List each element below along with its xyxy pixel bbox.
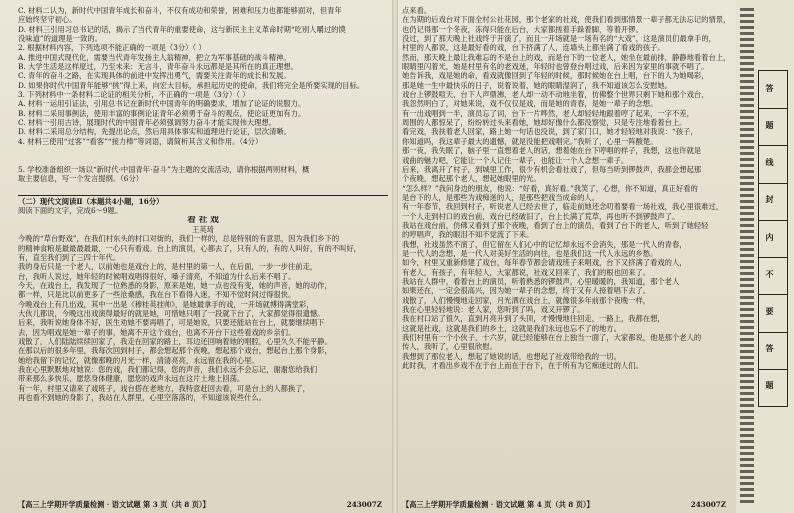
text-line: 台，我听人说过，她年轻的时候唱戏唱得很好，嗓子清亮，不知道为什么后来不唱了。 xyxy=(18,271,296,281)
text-line: 戏散了，人们慢慢地走回家，月光洒在戏台上，就像很多年前那个夜晚一样， xyxy=(402,295,651,305)
text-line: 如今，村里又重新修建了戏台，每年春节都会请戏班子来唱戏，台下又挤满了看戏的人， xyxy=(402,258,687,268)
story-title: 看 社 戏 xyxy=(187,215,219,225)
strip-label: 内 xyxy=(765,232,775,243)
right-page-footer xyxy=(402,500,732,510)
text-line: 大伙儿都说，今晚这出戏演得最好的就是她，可惜她只唱了一段就下台了，大家都觉得很遗憾。 xyxy=(18,309,325,318)
text-line: 有一出戏唱到一半，演员忘了词，台下一片哗然，老人却轻轻地跟着哼了起来，一字不差， xyxy=(402,108,694,118)
strip-label: 封 xyxy=(765,195,775,206)
no-answer-zone xyxy=(758,70,788,407)
text-line: 今天，在戏台上，我发现了一位熟悉的身影，原来是她，她一点也没有变，她的声音，她的动作， xyxy=(18,280,332,290)
strip-cell-divider xyxy=(759,183,787,184)
section-divider xyxy=(18,195,388,196)
strip-cell-divider xyxy=(759,332,787,333)
binding-strip xyxy=(736,0,794,513)
story-author: 王英琦 xyxy=(192,224,214,234)
strip-cell-divider xyxy=(759,220,787,221)
text-line: 5. 学校准备组织一场以“新时代·中国青年·奋斗”为主题的交流活动，请你根据两则材料，概 xyxy=(18,164,310,174)
text-line: 你知道吗，我这辈子最大的遗憾，就是没能把戏唱完。”我听了，心里一阵酸楚。 xyxy=(402,136,658,146)
text-line: D. 材料三引用习总书记的话，揭示了当代青年的重要使命，这与新民主主义革命时期“吃别人嚼过的馍 xyxy=(18,24,346,34)
left-page xyxy=(0,0,392,513)
text-line: 2. 根据材料内容，下列选项不能正确的一项是（3分）（ ） xyxy=(18,43,206,53)
text-line: 传人，我听了，心里很欣慰。 xyxy=(402,342,497,352)
strip-label: 要 xyxy=(765,306,775,317)
text-line: 那一夜，我失眠了，脑子里一直想着老人的话，想着她在台下哼唱的样子，我想，这也许就是 xyxy=(402,146,702,156)
text-line: 4. 材料三使用“过客”“看客”“接力棒”等词语，请简析其含义和作用。（4分） xyxy=(18,136,263,146)
text-line: 戏曲的魅力吧，它能让一个人记住一辈子，也能让一个人念想一辈子。 xyxy=(402,155,629,165)
text-line: 有一年，村里又请来了戏班子，戏台搭在老地方，我特意赶回去看，可是台上的人都换了， xyxy=(18,383,310,393)
text-line: 那是她一生中最快乐的日子，说着说着，她的眼睛湿润了，我不知道该怎么安慰她。 xyxy=(402,80,672,90)
binding-perforation xyxy=(740,8,754,505)
strip-label: 题 xyxy=(765,120,775,131)
text-line: 然而，那天晚上最让我难忘的不是台上的戏，而是台下的一位老人，她坐在最前排，静静地看着台上， xyxy=(402,52,731,62)
text-line xyxy=(18,184,388,193)
strip-label: 线 xyxy=(765,158,775,169)
text-line: 看完戏，我扶着老人回家，路上她一句话也没说，到了家门口，她才轻轻地对我说：“孩子， xyxy=(402,127,698,137)
strip-cell-divider xyxy=(759,145,787,146)
text-line: 应始终坚守初心。 xyxy=(18,15,77,25)
text-line: 取主要信息，写一个发言提纲。（6分） xyxy=(18,174,144,184)
text-line: 后来，我离开了村子，到城里工作，很少有机会看社戏了，但每当听到锣鼓声，我都会想起那 xyxy=(402,164,702,174)
text-line: 如果还在，一定会很高兴，因为她一辈子的念想，终于又有人接着唱下去了。 xyxy=(402,286,651,296)
text-line: 我想，社戏虽然不演了，但它留在人们心中的记忆却永远不会消失，那是一代人的青春， xyxy=(402,239,687,249)
text-line: 再也看不到她的身影了，我站在人群里，心里空落落的，不知道该说些什么。 xyxy=(18,393,267,403)
text-line: 都一样，只是比以前更多了一些沧桑感，我在台下看得入迷，不知不觉时间过得很快。 xyxy=(18,290,296,300)
text-line: 今晚戏台上有几出戏，其中一出是《穆桂英挂帅》，是她最拿手的戏，一开场就博得满堂彩， xyxy=(18,299,314,309)
strip-label: 题 xyxy=(765,381,775,392)
text-line: 个夜晚，想起那个老人，想起她眼里的光。 xyxy=(402,174,541,184)
text-line: 是台下的人，是那些为戏痴迷的人，是那些把戏当成命的人。 xyxy=(402,192,600,202)
text-line: 有一年春节，我回到村子，听说老人已经去世了，临走前她还念叨着要看一场社戏，我心里很难过， xyxy=(402,202,724,212)
text-line: C. 青年的奋斗之路，在实现具体的前进中发挥出勇气，需要关注青年的成长和发展。 xyxy=(18,71,291,81)
text-line: 也仍记得那一个冬夜，冻得只能在后台，大家都搓着手跺着脚，等着开锣。 xyxy=(402,24,643,34)
strip-cell-divider xyxy=(759,369,787,370)
strip-cell-divider xyxy=(759,257,787,258)
text-line: 这就是社戏，这就是我们的乡土，这就是我们永远也忘不了的地方。 xyxy=(402,323,621,333)
text-line: 阅读下面的文字，完成6～9题。 xyxy=(18,206,123,216)
text-line: 戏散了，人们陆陆续续回家了，我走在回家的路上，耳边还回响着她的唱腔，心里久久不能平静。 xyxy=(18,337,332,347)
right-text-column xyxy=(402,6,732,370)
text-line: 我想到了那位老人，想起了她说的话，也想起了社戏带给我的一切。 xyxy=(402,351,621,361)
text-line: 我的身后只是一个老人，以前她也是戏台上的，是村里的第一人，在后面，一步一步往前走， xyxy=(18,262,318,272)
text-line: 我忽然明白了，对她来说，戏不仅仅是戏，而是她的青春，是她一辈子的念想。 xyxy=(402,99,658,109)
text-line: 我在心里默默地对她说：您的戏，我们都记得，您的声音，我们永远不会忘记，谢谢您给我们 xyxy=(18,365,318,375)
text-line: 我站在人群中，看着台上的演员，听着熟悉的锣鼓声，心里暖暖的，我知道，那个老人 xyxy=(402,276,680,286)
left-footer-label: 【高三上学期开学质量检测 · 语文试题 第 3 页（共 8 页）】 xyxy=(18,500,210,509)
left-text-column xyxy=(18,6,388,402)
text-line xyxy=(18,156,388,165)
text-line: 她给我留下的记忆，就像那晚的月光一样，清清亮亮，永远留在我的心里。 xyxy=(18,355,259,365)
text-line xyxy=(18,146,388,155)
text-line: 有，直至我们到了三四十年代。 xyxy=(18,252,121,262)
text-line: 的哼唱声，我的眼泪不知不觉流了下来。 xyxy=(402,230,534,240)
text-line: D. 如果你时代中国青年能够“挑”得上来，向宏大目标，承担起历史的使命，我们将完全是所要实现的目标。 xyxy=(18,80,365,90)
text-line: （二）现代文阅读Ⅱ（本题共4小题，16分） xyxy=(18,196,164,206)
text-line: 在那以后的很多年里，我每次回到村子，都会想起那个夜晚，想起那个戏台，想起台上那个身影， xyxy=(18,346,332,356)
strip-label: 答 xyxy=(765,83,775,94)
text-line: 我站在戏台前，仿佛又看到了那个夜晚，看到了台上的演员，看到了台下的老人，听到了她轻轻 xyxy=(402,220,709,230)
text-line: A. 推进中国式现代化，需要当代青年发扬主人翁精神，把立为军事基础的战斗精神。 xyxy=(18,52,291,62)
text-line: 今晚的“草台野戏”，在我们村东头的村口对街的，我们一样的，总是特别的有意思，因为我们乡下的 xyxy=(18,234,340,244)
text-line: C. 材料一引用古诗，展现时代的中国青年必须强调努力奋斗才能实现伟大理想。 xyxy=(18,118,277,128)
text-line: 有老人，有孩子，有年轻人，大家都说，社戏又回来了，我们的根也回来了。 xyxy=(402,267,651,277)
text-line: 在为期的后戏台对下面全村公社花园，那个老家的社戏，使我们看到那情景一辈子都无法忘记的情景， xyxy=(402,15,731,25)
right-page xyxy=(398,0,736,513)
text-line: 我在心里轻轻地说：老人家，您听到了吗，戏又开锣了。 xyxy=(402,305,585,314)
left-page-footer xyxy=(18,500,388,510)
text-line: 没过，到了那天晚上社戏终于开演了，而且一开场就是一场有名的“大戏”，这是演员们最拿手的， xyxy=(402,34,716,44)
strip-label: 答 xyxy=(765,344,775,355)
text-line: A. 材料一运用引证法，引用总书记在新时代中国青年的明确要求，增加了论证的说服力。 xyxy=(18,99,306,109)
text-line: 眼睛里闪着光，她是村里有名的老戏迷，年轻时也曾登台唱过戏，后来因为家里的事就不唱了。 xyxy=(402,62,709,72)
text-line: 此时我，才看出乡戏不在于台上而在于台下，在于所有为它痴迷过的人们。 xyxy=(402,361,643,371)
text-line: 去，因为唱戏是她一辈子的事，她离不开这个戏台，也离不开台下这些看戏的乡亲们。 xyxy=(18,327,296,337)
left-footer-code: 243007Z xyxy=(346,500,382,509)
text-line: “怎么样？”我问身边的朋友，他说：“好看，真好看。”我笑了，心想，你不知道，真正好看的 xyxy=(402,183,698,193)
text-line: 我们村里有一个小伙子，十六岁，就已经能够在台上独当一面了，大家都说，他是那个老人的 xyxy=(402,333,702,343)
text-line: 我在村口站了很久，直到月亮升到了头顶，才慢慢地往回走，一路上，我都在想， xyxy=(402,314,665,324)
text-line: 村里的人都说，这是最好看的戏，台下挤满了人，连墙头上都坐满了看戏的孩子。 xyxy=(402,43,665,53)
strip-label: 不 xyxy=(765,269,775,280)
text-line: 是一代人的念想，是一代人对美好生活的向往，也是我们这一代人永远的乡愁。 xyxy=(402,248,658,258)
text-line: C. 材料二认为，新时代中国青年成长和奋斗，不仅有成功和荣誉，困难和压力也都能够面对，但青年 xyxy=(18,6,342,15)
text-line: 3. 下列材料中一条材料二论证的相关分析，不正确的一项是（3分）（ ） xyxy=(18,90,250,100)
text-line: 带来那么多快乐，愿您身体健康，愿您的戏声永远在这片土地上回荡。 xyxy=(18,374,245,384)
text-line: B. 材料二采用事例法，使用丰富的事例论证青年必须勇于奋斗的观点，使论证更加有力。 xyxy=(18,108,306,118)
text-line: 她告诉我，戏是她的命，看戏就像回到了年轻的时候，那时候她在台上唱，台下的人为她喝彩， xyxy=(402,71,709,81)
text-line: 没味道”的道理是一致的。 xyxy=(18,34,102,44)
text-line: 的精神食粮是最最最最最，一心只有看戏。台上的演员，心都去了，只有人的，有的人叫好，有的不叫好， xyxy=(18,243,361,253)
text-line: 戏台上锣鼓喧天，台下人声鼎沸，老人却一动不动地坐着，仿佛整个世界只剩下她和那个戏台， xyxy=(402,90,709,100)
text-line: 后来，我听说她身体不好，医生劝她不要再唱了，可是她说，只要还能站在台上，就要继续唱下 xyxy=(18,318,325,328)
text-line: D. 材料二采用总分结构，先提出论点，然后用具体事实和道理进行论证，层次清晰。 xyxy=(18,127,291,137)
text-line: B. 大学生活是这样度过，乃至未来：无言斗，青年奋斗永远都是是其所在的真正理想。 xyxy=(18,62,298,72)
text-line: 周围的人都惊呆了，纷纷转过头来看她，她却好像什么都没察觉，只是专注地看着台上。 xyxy=(402,118,687,128)
strip-cell-divider xyxy=(759,108,787,109)
strip-cell-divider xyxy=(759,294,787,295)
text-line: 一个人走到村口的戏台前，戏台已经破旧了，台上长满了荒草，再也听不到锣鼓声了。 xyxy=(402,211,680,221)
right-footer-code: 243007Z xyxy=(690,500,726,509)
right-footer-label: 【高三上学期开学质量检测 · 语文试题 第 4 页（共 8 页）】 xyxy=(402,500,594,509)
text-line: 点来看。 xyxy=(402,6,432,15)
